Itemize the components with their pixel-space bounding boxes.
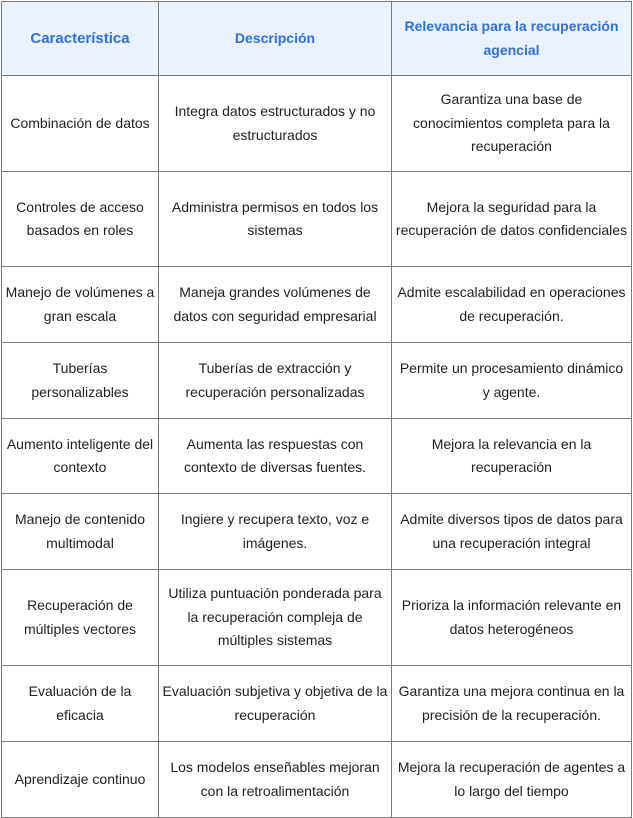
feature-cell: Tuberías personalizables (2, 343, 159, 419)
feature-cell: Combinación de datos (2, 76, 159, 172)
table-row (2, 172, 632, 267)
feature-cell: Controles de acceso basados en roles (2, 172, 159, 267)
relevance-cell: Mejora la relevancia en la recuperación (392, 419, 632, 494)
relevance-cell: Mejora la recuperación de agentes a lo largo del tiempo (392, 742, 632, 818)
relevance-cell: Prioriza la información relevante en datos heterogéneos (392, 570, 632, 666)
description-cell: Evaluación subjetiva y objetiva de la recuperación (159, 666, 392, 742)
feature-cell: Aprendizaje continuo (2, 742, 159, 818)
table-row (2, 76, 632, 172)
description-cell: Ingiere y recupera texto, voz e imágenes. (159, 494, 392, 570)
header-row (2, 2, 632, 76)
header-feature: Característica (2, 2, 159, 76)
table-row (2, 666, 632, 742)
feature-cell: Manejo de volúmenes a gran escala (2, 267, 159, 343)
relevance-cell: Mejora la seguridad para la recuperación de datos confidenciales (392, 172, 632, 267)
description-cell: Aumenta las respuestas con contexto de diversas fuentes. (159, 419, 392, 494)
feature-cell: Recuperación de múltiples vectores (2, 570, 159, 666)
description-cell: Maneja grandes volúmenes de datos con seguridad empresarial (159, 267, 392, 343)
features-table (1, 1, 632, 818)
feature-cell: Evaluación de la eficacia (2, 666, 159, 742)
table-header (2, 2, 632, 76)
relevance-cell: Garantiza una base de conocimientos completa para la recuperación (392, 76, 632, 172)
description-cell: Los modelos enseñables mejoran con la retroalimentación (159, 742, 392, 818)
description-cell: Administra permisos en todos los sistemas (159, 172, 392, 267)
header-description: Descripción (159, 2, 392, 76)
description-cell: Tuberías de extracción y recuperación personalizadas (159, 343, 392, 419)
feature-cell: Aumento inteligente del contexto (2, 419, 159, 494)
table-row (2, 343, 632, 419)
table-row (2, 267, 632, 343)
description-cell: Integra datos estructurados y no estructurados (159, 76, 392, 172)
relevance-cell: Garantiza una mejora continua en la precisión de la recuperación. (392, 666, 632, 742)
relevance-cell: Admite diversos tipos de datos para una recuperación integral (392, 494, 632, 570)
feature-cell: Manejo de contenido multimodal (2, 494, 159, 570)
table-body (2, 76, 632, 818)
table-row (2, 494, 632, 570)
table-row (2, 570, 632, 666)
relevance-cell: Permite un procesamiento dinámico y agente. (392, 343, 632, 419)
header-relevance: Relevancia para la recuperación agencial (392, 2, 632, 76)
table-row (2, 742, 632, 818)
relevance-cell: Admite escalabilidad en operaciones de recuperación. (392, 267, 632, 343)
description-cell: Utiliza puntuación ponderada para la recuperación compleja de múltiples sistemas (159, 570, 392, 666)
table-row (2, 419, 632, 494)
